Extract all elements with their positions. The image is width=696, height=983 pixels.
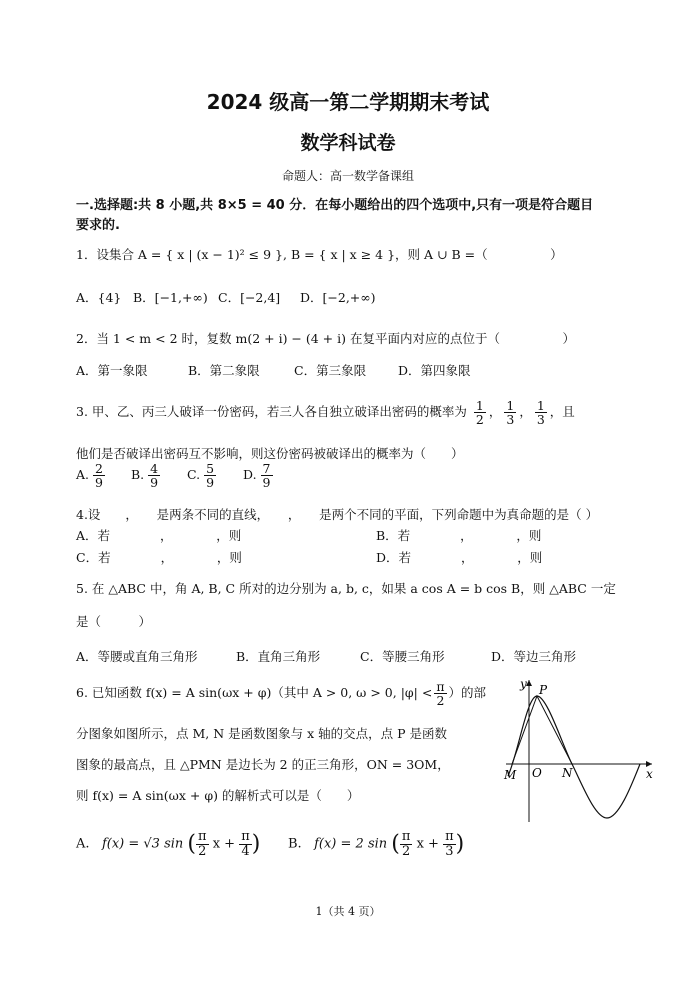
- question-3: 3. 甲、乙、丙三人破译一份密码，若三人各自独立破译出密码的概率为 $\frac{1}{2}$ ， $\frac{1}{3}$ ， $\frac{1}{3}$ ，且: [76, 398, 575, 428]
- question-3-line2: 他们是否破译出密码互不影响，则这份密码被破译出的概率为（ ）: [76, 446, 464, 461]
- exam-author: 命题人：高一数学备课组: [281, 169, 414, 183]
- function-graph: [500, 674, 660, 826]
- q4-option-d: D．若 ， ，则: [376, 550, 543, 565]
- question-6-line3: 图象的最高点，且 △PMN 是边长为 2 的正三角形，ON = 3OM，: [76, 757, 450, 772]
- q3-option-c: C. $\frac{5}{9}$: [187, 461, 215, 491]
- y-axis-arrow: [526, 680, 532, 686]
- exam-title: 2024 级高一第二学期期末考试: [206, 90, 490, 114]
- section-heading-cont: 要求的.: [76, 218, 120, 233]
- q1-option-b: B．[−1,+∞): [133, 290, 208, 305]
- q6-option-a: A. f(x) = √3 sin ( $\frac{\pi}{2}$ x + $\frac{\pi}{4}$ ): [76, 829, 261, 859]
- question-6-line2: 分图象如图所示，点 M, N 是函数图象与 x 轴的交点，点 P 是函数: [76, 726, 447, 741]
- q1-option-a: A．{4}: [76, 290, 122, 305]
- q4-option-c: C．若 ， ，则: [76, 550, 242, 565]
- q2-option-a: A．第一象限: [76, 363, 148, 378]
- question-1: 1．设集合 A = { x | (x − 1)² ≤ 9 }, B = { x | x ≥ 4 }，则 A ∪ B =（ ）: [76, 247, 563, 262]
- point-p-label: P: [539, 683, 548, 697]
- question-4: 4.设 ， 是两条不同的直线， ， 是两个不同的平面，下列命题中为真命题的是（ ）: [76, 507, 599, 522]
- q3-option-b: B. $\frac{4}{9}$: [131, 461, 159, 491]
- page-footer: 1（共 4 页）: [315, 905, 381, 918]
- q6-option-b: B. f(x) = 2 sin ( $\frac{\pi}{2}$ x + $\frac{\pi}{3}$ ): [288, 829, 465, 859]
- q2-option-c: C．第三象限: [294, 363, 367, 378]
- q1-option-c: C．[−2,4]: [218, 290, 281, 305]
- point-n-label: N: [562, 766, 573, 780]
- section-heading: 一.选择题:共 8 小题,共 8×5 = 40 分．在每小题给出的四个选项中,只有一项是符合题目: [76, 198, 594, 213]
- q6-phi-bound: $\frac{\pi}{2}$: [436, 679, 445, 709]
- q5-option-d: D．等边三角形: [491, 649, 577, 664]
- q5-option-b: B．直角三角形: [236, 649, 321, 664]
- question-5-line2: 是（ ）: [76, 614, 152, 629]
- question-6-line4: 则 f(x) = A sin(ωx + φ) 的解析式可以是（ ）: [76, 788, 360, 803]
- q1-option-d: D．[−2,+∞): [300, 290, 376, 305]
- x-label: x: [646, 767, 653, 781]
- point-m-label: M: [504, 768, 517, 782]
- exam-subtitle: 数学科试卷: [300, 132, 396, 154]
- q4-option-b: B．若 ， ，则: [376, 528, 542, 543]
- y-label: y: [520, 677, 527, 691]
- origin-label: O: [532, 766, 542, 780]
- q3-option-a: A. $\frac{2}{9}$: [76, 461, 103, 491]
- sine-curve: [508, 696, 640, 818]
- q5-option-a: A．等腰或直角三角形: [76, 649, 198, 664]
- q5-option-c: C．等腰三角形: [360, 649, 445, 664]
- q4-option-a: A．若 ， ，则: [76, 528, 242, 543]
- question-5: 5. 在 △ABC 中，角 A, B, C 所对的边分别为 a, b, c，如果 a cos A = b cos B，则 △ABC 一定: [76, 581, 616, 596]
- q2-option-d: D．第四象限: [398, 363, 471, 378]
- q3-prob-2: $\frac{1}{3}$: [506, 398, 515, 428]
- triangle-pmn: [512, 696, 572, 764]
- q3-prob-3: $\frac{1}{3}$: [536, 398, 545, 428]
- question-2: 2．当 1 < m < 2 时，复数 m(2 + i) − (4 + i) 在复平面内对应的点位于（ ）: [76, 331, 575, 346]
- q3-prob-1: $\frac{1}{2}$: [475, 398, 484, 428]
- q2-option-b: B．第二象限: [188, 363, 260, 378]
- q3-option-d: D. $\frac{7}{9}$: [243, 461, 271, 491]
- q3-text: 3. 甲、乙、丙三人破译一份密码，若三人各自独立破译出密码的概率为: [76, 404, 467, 420]
- question-6: 6. 已知函数 f(x) = A sin(ωx + φ)（其中 A > 0, ω > 0, |φ| < $\frac{\pi}{2}$ ）的部: [76, 679, 487, 709]
